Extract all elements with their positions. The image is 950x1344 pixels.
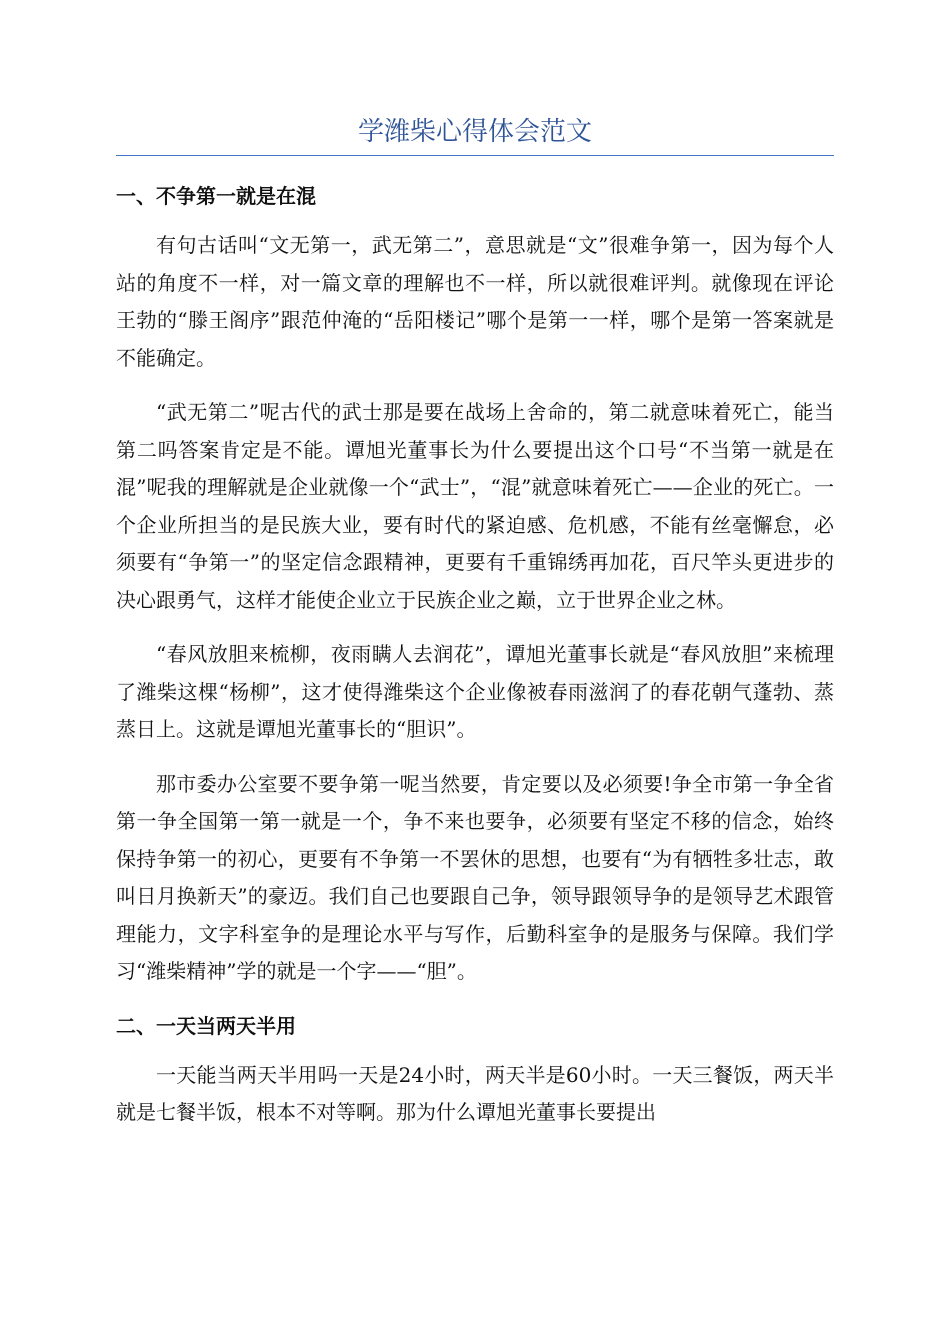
- document-body: [116, 178, 834, 1149]
- section-heading: 一、不争第一就是在混: [116, 184, 316, 208]
- paragraph: “春风放胆来梳柳，夜雨瞒人去润花”，谭旭光董事长就是“春风放胆”来梳理了潍柴这棵“杨柳”，这才使得潍柴这个企业像被春雨滋润了的春花朝气蓬勃、蒸蒸日上。这就是谭旭光董事长的“胆识”。: [116, 642, 834, 741]
- paragraph: 一天能当两天半用吗一天是24小时，两天半是60小时。一天三餐饭，两天半就是七餐半饭，根本不对等啊。那为什么谭旭光董事长要提出: [116, 1062, 834, 1124]
- document-title: 学潍柴心得体会范文: [357, 117, 592, 147]
- paragraph: 有句古话叫“文无第一，武无第二”，意思就是“文”很难争第一，因为每个人站的角度不一样，对一篇文章的理解也不一样，所以就很难评判。就像现在评论王勃的“滕王阁序”跟范仲淹的“岳阳楼记”哪个是第一一样，哪个是第一答案就是不能确定。: [116, 233, 834, 370]
- section-heading: 二、一天当两天半用: [116, 1013, 296, 1038]
- title-underline: [116, 155, 834, 156]
- paragraph: 那市委办公室要不要争第一呢当然要，肯定要以及必须要!争全市第一争全省第一争全国第一第一就是一个，争不来也要争，必须要有坚定不移的信念，始终保持争第一的初心，更要有不争第一不罢休的思想，也要有“为有牺牲多壮志，敢叫日月换新天”的豪迈。我们自己也要跟自己争，领导跟领导争的是领导艺术跟管理能力，文字科室争的是理论水平与写作，后勤科室争的是服务与保障。我们学习“潍柴精神”学的就是一个字——“胆”。: [116, 771, 834, 983]
- paragraph: “武无第二”呢古代的武士那是要在战场上舍命的，第二就意味着死亡，能当第二吗答案肯定是不能。谭旭光董事长为什么要提出这个口号“不当第一就是在混”呢我的理解就是企业就像一个“武士”，“混”就意味着死亡——企业的死亡。一个企业所担当的是民族大业，要有时代的紧迫感、危机感，不能有丝毫懈怠，必须要有“争第一”的坚定信念跟精神，更要有千重锦绣再加花，百尺竿头更进步的决心跟勇气，这样才能使企业立于民族企业之巅，立于世界企业之林。: [116, 400, 834, 612]
- section-2: [116, 1008, 834, 1132]
- section-1: [116, 178, 834, 991]
